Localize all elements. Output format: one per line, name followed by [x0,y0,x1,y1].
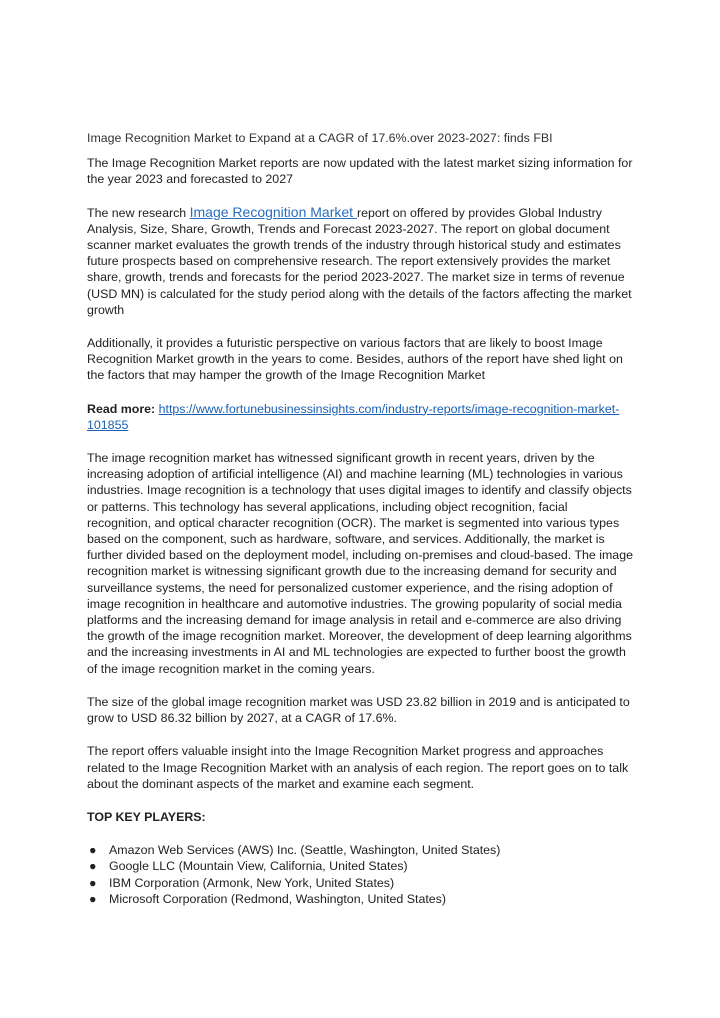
player-name: Google LLC (Mountain View, California, United States) [109,859,408,874]
bullet-icon: ● [89,875,97,890]
player-name: Amazon Web Services (AWS) Inc. (Seattle, Washington, United States) [109,843,501,858]
report-insight-paragraph: The report offers valuable insight into the Image Recognition Market progress and approaches related to the Image Recognition Market with an analysis of each region. The report goes on to talk about the dominant aspects of the market and examine each segment. [87,744,629,791]
read-more-link[interactable]: https://www.fortunebusinessinsights.com/industry-reports/image-recognition-market-101855 [87,401,620,432]
market-overview-paragraph: The image recognition market has witnessed significant growth in recent years, driven by the increasing adoption of artificial intelligence (AI) and machine learning (ML) technologies in various industries. Image recognition is a technology that uses digital images to identify and classify objects or patterns. This technology has several applications, including object recognition, facial recognition, and optical character recognition (OCR). The market is segmented into various types based on the component, such as hardware, software, and services. Additionally, the market is further divided based on the deployment model, including on-premises and cloud-based. The image recognition market is witnessing significant growth due to the increasing demand for security and surveillance systems, the need for personalized customer experience, and the rising adoption of image recognition in healthcare and automotive industries. The growing popularity of social media platforms and the increasing demand for image analysis in retail and e-commerce are also driving the growth of the image recognition market. Moreover, the development of deep learning algorithms and the increasing investments in AI and ML technologies are expected to further boost the growth of the image recognition market in the coming years. [87,451,633,676]
intro-text-rest: report on offered by provides Global Industry Analysis, Size, Share, Growth, Trends and Forecast 2023-2027. The report on global document scanner market evaluates the growth trends of the industry through historical study and estimates future prospects based on comprehensive research. The report extensively provides the market share, growth, trends and forecasts for the period 2023-2027. The market size in terms of revenue (USD MN) is calculated for the study period along with the details of the factors affecting the market growth [87,205,632,317]
bullet-icon: ● [89,891,97,906]
headline: Image Recognition Market to Expand at a CAGR of 17.6%.over 2023-2027: finds FBI [87,131,553,145]
read-more-label: Read more: [87,401,156,416]
bullet-icon: ● [89,859,97,874]
image-recognition-market-link[interactable]: Image Recognition Market [189,203,357,220]
document-body [87,130,635,907]
intro-text-start: The new research [87,205,190,220]
read-more-paragraph [87,401,635,433]
list-item [87,842,635,858]
players-heading: TOP KEY PLAYERS: [87,809,206,824]
perspective-paragraph: Additionally, it provides a futuristic perspective on various factors that are likely to boost Image Recognition Market growth in the years to come. Besides, authors of the report have shed light on the factors that may hamper the growth of the Image Recognition Market [87,336,623,383]
market-size-paragraph: The size of the global image recognition market was USD 23.82 billion in 2019 and is anticipated to grow to USD 86.32 billion by 2027, at a CAGR of 17.6%. [87,694,630,726]
bullet-icon: ● [89,843,97,858]
list-item [87,858,635,874]
player-name: Microsoft Corporation (Redmond, Washington, United States) [109,891,446,906]
intro-paragraph [87,204,635,318]
update-note: The Image Recognition Market reports are now updated with the latest market sizing information for the year 2023 and forecasted to 2027 [87,156,633,187]
key-players-list [87,842,635,907]
list-item [87,891,635,907]
list-item [87,875,635,891]
player-name: IBM Corporation (Armonk, New York, United States) [109,875,395,890]
